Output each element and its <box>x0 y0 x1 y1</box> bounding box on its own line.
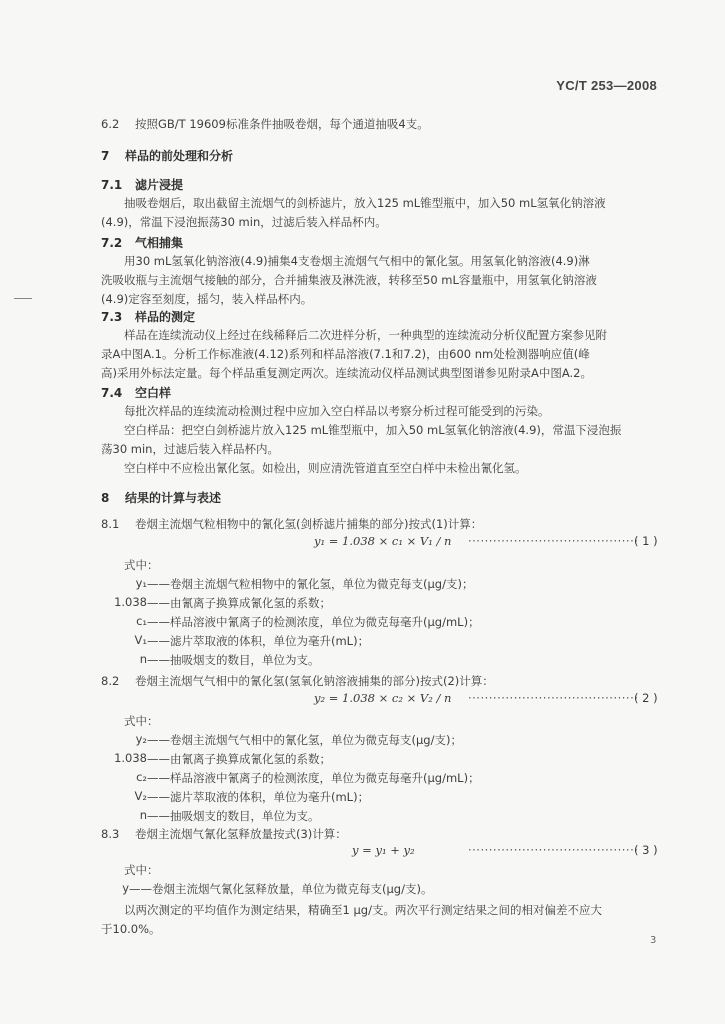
formula-1: y₁ = 1.038 × c₁ × V₁ / n <box>314 534 452 548</box>
symbol-definition: ——卷烟主流烟气氰化氢释放量，单位为微克每支(μg/支)。 <box>129 882 433 896</box>
paragraph: 空白样中不应检出氰化氢。如检出，则应清洗管道直至空白样中未检出氰化氢。 <box>124 461 527 475</box>
clause-6-2 <box>101 116 429 132</box>
equation-number: ( 1 ) <box>634 534 658 548</box>
clause-7-4-heading: 7.4 空白样 <box>101 386 172 400</box>
symbol: y₁ <box>135 576 147 590</box>
clause-text: 按照GB/T 19609标准条件抽吸卷烟，每个通道抽吸4支。 <box>135 117 429 131</box>
symbol-definition: ——样品溶液中氰离子的检测浓度，单位为微克每毫升(μg/mL)； <box>147 771 480 785</box>
paragraph: 高)采用外标法定量。每个样品重复测定两次。连续流动仪样品测试典型图谱参见附录A中图A.2。 <box>101 366 592 380</box>
scan-margin-mark <box>14 298 32 299</box>
clause-7-3-heading: 7.3 样品的测定 <box>101 310 196 324</box>
clause-7-2-heading: 7.2 气相捕集 <box>101 236 184 250</box>
where-label: 式中： <box>124 863 159 877</box>
symbol: V₁ <box>134 633 147 647</box>
leader-dots: ········································· <box>468 534 639 548</box>
paragraph: 荡30 min，过滤后装入样品杯内。 <box>101 442 279 456</box>
symbol-definition: ——滤片萃取液的体积，单位为毫升(mL)； <box>147 790 370 804</box>
symbol: y <box>122 881 129 895</box>
clause-number: 6.2 <box>101 117 120 131</box>
symbol: 1.038 <box>114 751 147 765</box>
paragraph: 每批次样品的连续流动检测过程中应加入空白样品以考察分析过程可能受到的污染。 <box>124 404 550 418</box>
symbol: c₂ <box>136 770 147 784</box>
leader-dots: ········································· <box>468 843 639 857</box>
paragraph: 用30 mL氢氧化钠溶液(4.9)捕集4支卷烟主流烟气气相中的氰化氢。用氢氧化钠溶液(4.9)淋 <box>124 254 590 268</box>
paragraph: 录A中图A.1。分析工作标准液(4.12)系列和样品溶液(7.1和7.2)，由600 nm处检测器响应值(峰 <box>101 347 590 361</box>
symbol: y₂ <box>135 732 147 746</box>
clause-8-1: 8.1 卷烟主流烟气粒相物中的氰化氢(剑桥滤片捕集的部分)按式(1)计算： <box>101 517 483 531</box>
section-8-heading: 8 结果的计算与表述 <box>101 491 222 505</box>
symbol-definition: ——样品溶液中氰离子的检测浓度，单位为微克每毫升(μg/mL)； <box>147 615 480 629</box>
symbol-definition: ——抽吸烟支的数目，单位为支。 <box>147 653 320 667</box>
paragraph: (4.9)定容至刻度，摇匀，装入样品杯内。 <box>101 292 313 306</box>
clause-8-3: 8.3 卷烟主流烟气氰化氢释放量按式(3)计算： <box>101 827 347 841</box>
clause-8-2: 8.2 卷烟主流烟气气相中的氰化氢(氢氧化钠溶液捕集的部分)按式(2)计算： <box>101 674 494 688</box>
symbol-definition: ——抽吸烟支的数目，单位为支。 <box>147 809 320 823</box>
symbol-definition: ——卷烟主流烟气气相中的氰化氢，单位为微克每支(μg/支)； <box>147 733 462 747</box>
paragraph: 样品在连续流动仪上经过在线稀释后二次进样分析，一种典型的连续流动分析仪配置方案参见附 <box>124 328 607 342</box>
formula-2: y₂ = 1.038 × c₂ × V₂ / n <box>314 691 452 705</box>
equation-number: ( 2 ) <box>634 691 658 705</box>
symbol: n <box>139 808 147 822</box>
symbol-definition: ——卷烟主流烟气粒相物中的氰化氢，单位为微克每支(μg/支)； <box>147 577 474 591</box>
page-number: 3 <box>650 935 657 946</box>
symbol: n <box>139 652 147 666</box>
symbol: V₂ <box>134 789 147 803</box>
paragraph: 抽吸卷烟后，取出截留主流烟气的剑桥滤片，放入125 mL锥型瓶中，加入50 mL氢氧化钠溶液 <box>124 196 606 210</box>
standard-code-header: YC/T 253—2008 <box>556 78 657 93</box>
where-label: 式中： <box>124 714 159 728</box>
paragraph: 以两次测定的平均值作为测定结果，精确至1 μg/支。两次平行测定结果之间的相对偏差不应大 <box>124 903 602 917</box>
paragraph: 洗吸收瓶与主流烟气接触的部分，合并捕集液及淋洗液，转移至50 mL容量瓶中，用氢氧化钠溶液 <box>101 273 597 287</box>
symbol: 1.038 <box>114 595 147 609</box>
leader-dots: ········································· <box>468 691 639 705</box>
paragraph: (4.9)，常温下浸泡振荡30 min，过滤后装入样品杯内。 <box>101 215 387 229</box>
symbol-definition: ——由氰离子换算成氰化氢的系数； <box>147 596 331 610</box>
symbol: c₁ <box>136 614 147 628</box>
paragraph: 于10.0%。 <box>101 922 161 936</box>
paragraph: 空白样品：把空白剑桥滤片放入125 mL锥型瓶中，加入50 mL氢氧化钠溶液(4.9)，常温下浸泡振 <box>124 423 622 437</box>
section-7-heading: 7 样品的前处理和分析 <box>101 149 234 163</box>
symbol-definition: ——滤片萃取液的体积，单位为毫升(mL)； <box>147 634 370 648</box>
where-label: 式中： <box>124 558 159 572</box>
symbol-definition: ——由氰离子换算成氰化氢的系数； <box>147 752 331 766</box>
formula-3: y = y₁ + y₂ <box>352 843 415 857</box>
clause-7-1-heading: 7.1 滤片浸提 <box>101 178 184 192</box>
equation-number: ( 3 ) <box>634 843 658 857</box>
